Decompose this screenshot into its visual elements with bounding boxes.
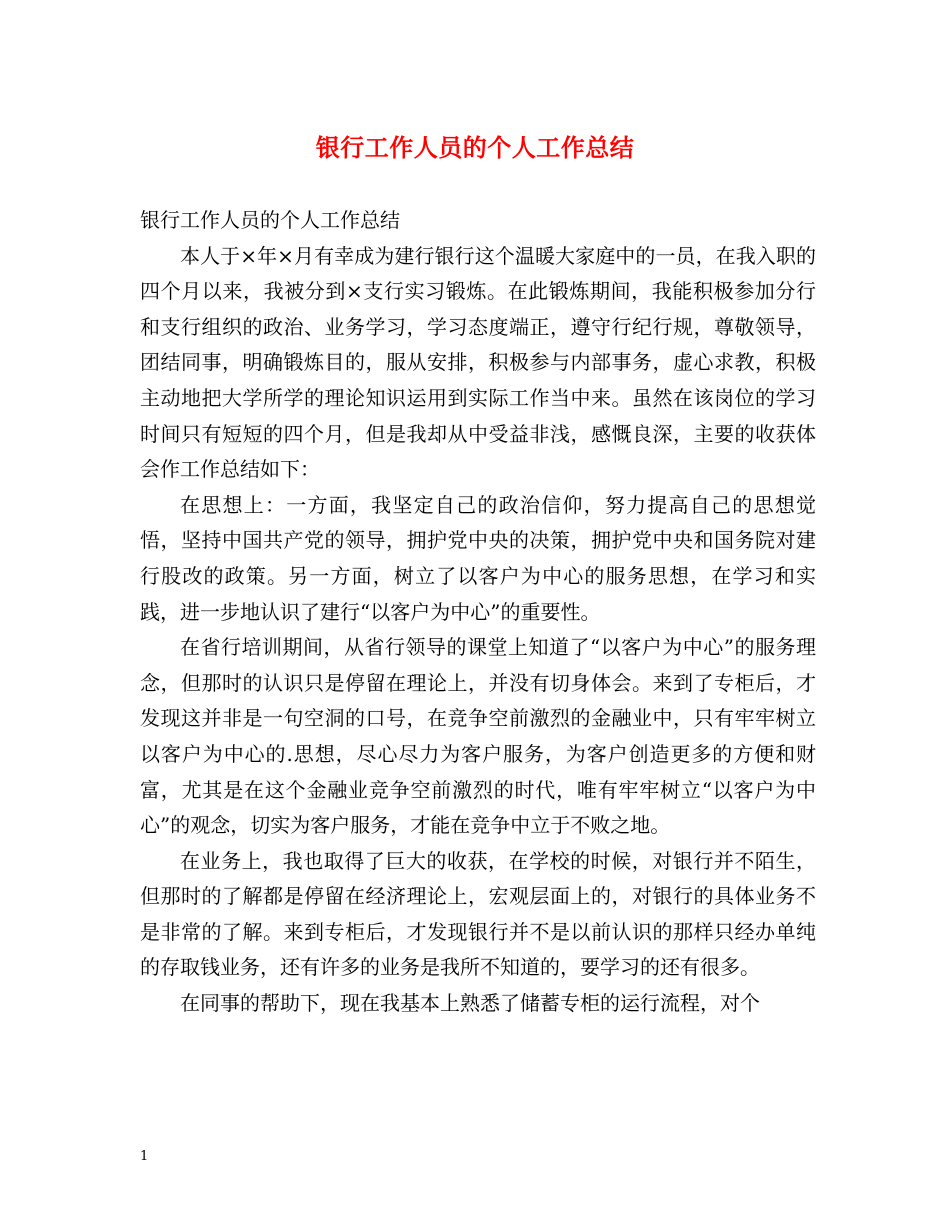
document-title: 银行工作人员的个人工作总结 (315, 134, 635, 162)
paragraph-ideology: 在思想上：一方面，我坚定自己的政治信仰，努力提高自己的思想觉悟，坚持中国共产党的领导，拥护党中央的决策，拥护党中央和国务院对建行股改的政策。另一方面，树立了以客户为中心的服务思想，在学习和实践，进一步地认识了建行“以客户为中心”的重要性。 (140, 492, 816, 624)
paragraph-colleagues: 在同事的帮助下，现在我基本上熟悉了储蓄专柜的运行流程，对个 (180, 991, 760, 1016)
paragraph-intro: 本人于×年×月有幸成为建行银行这个温暖大家庭中的一员，在我入职的四个月以来，我被分到×支行实习锻炼。在此锻炼期间，我能积极参加分行和支行组织的政治、业务学习，学习态度端正，遵守行纪行规，尊敬领导，团结同事，明确锻炼目的，服从安排，积极参与内部事务，虚心求教，积极主动地把大学所学的理论知识运用到实际工作当中来。虽然在该岗位的学习时间只有短短的四个月，但是我却从中受益非浅，感慨良深，主要的收获体会作工作总结如下： (140, 243, 816, 482)
document-subtitle: 银行工作人员的个人工作总结 (140, 208, 400, 232)
document-body (140, 203, 816, 1022)
page-number: 1 (140, 1149, 149, 1164)
paragraph-business: 在业务上，我也取得了巨大的收获，在学校的时候，对银行并不陌生，但那时的了解都是停留在经济理论上，宏观层面上的，对银行的具体业务不是非常的了解。来到专柜后，才发现银行并不是以前认识的那样只经办单纯的存取钱业务，还有许多的业务是我所不知道的，要学习的还有很多。 (140, 848, 816, 980)
paragraph-training: 在省行培训期间，从省行领导的课堂上知道了“以客户为中心”的服务理念，但那时的认识只是停留在理论上，并没有切身体会。来到了专柜后，才发现这并非是一句空洞的口号，在竞争空前激烈的金融业中，只有牢牢树立以客户为中心的.思想，尽心尽力为客户服务，为客户创造更多的方便和财富，尤其是在这个金融业竞争空前激烈的时代，唯有牢牢树立“以客户为中心”的观念，切实为客户服务，才能在竞争中立于不败之地。 (140, 635, 816, 838)
